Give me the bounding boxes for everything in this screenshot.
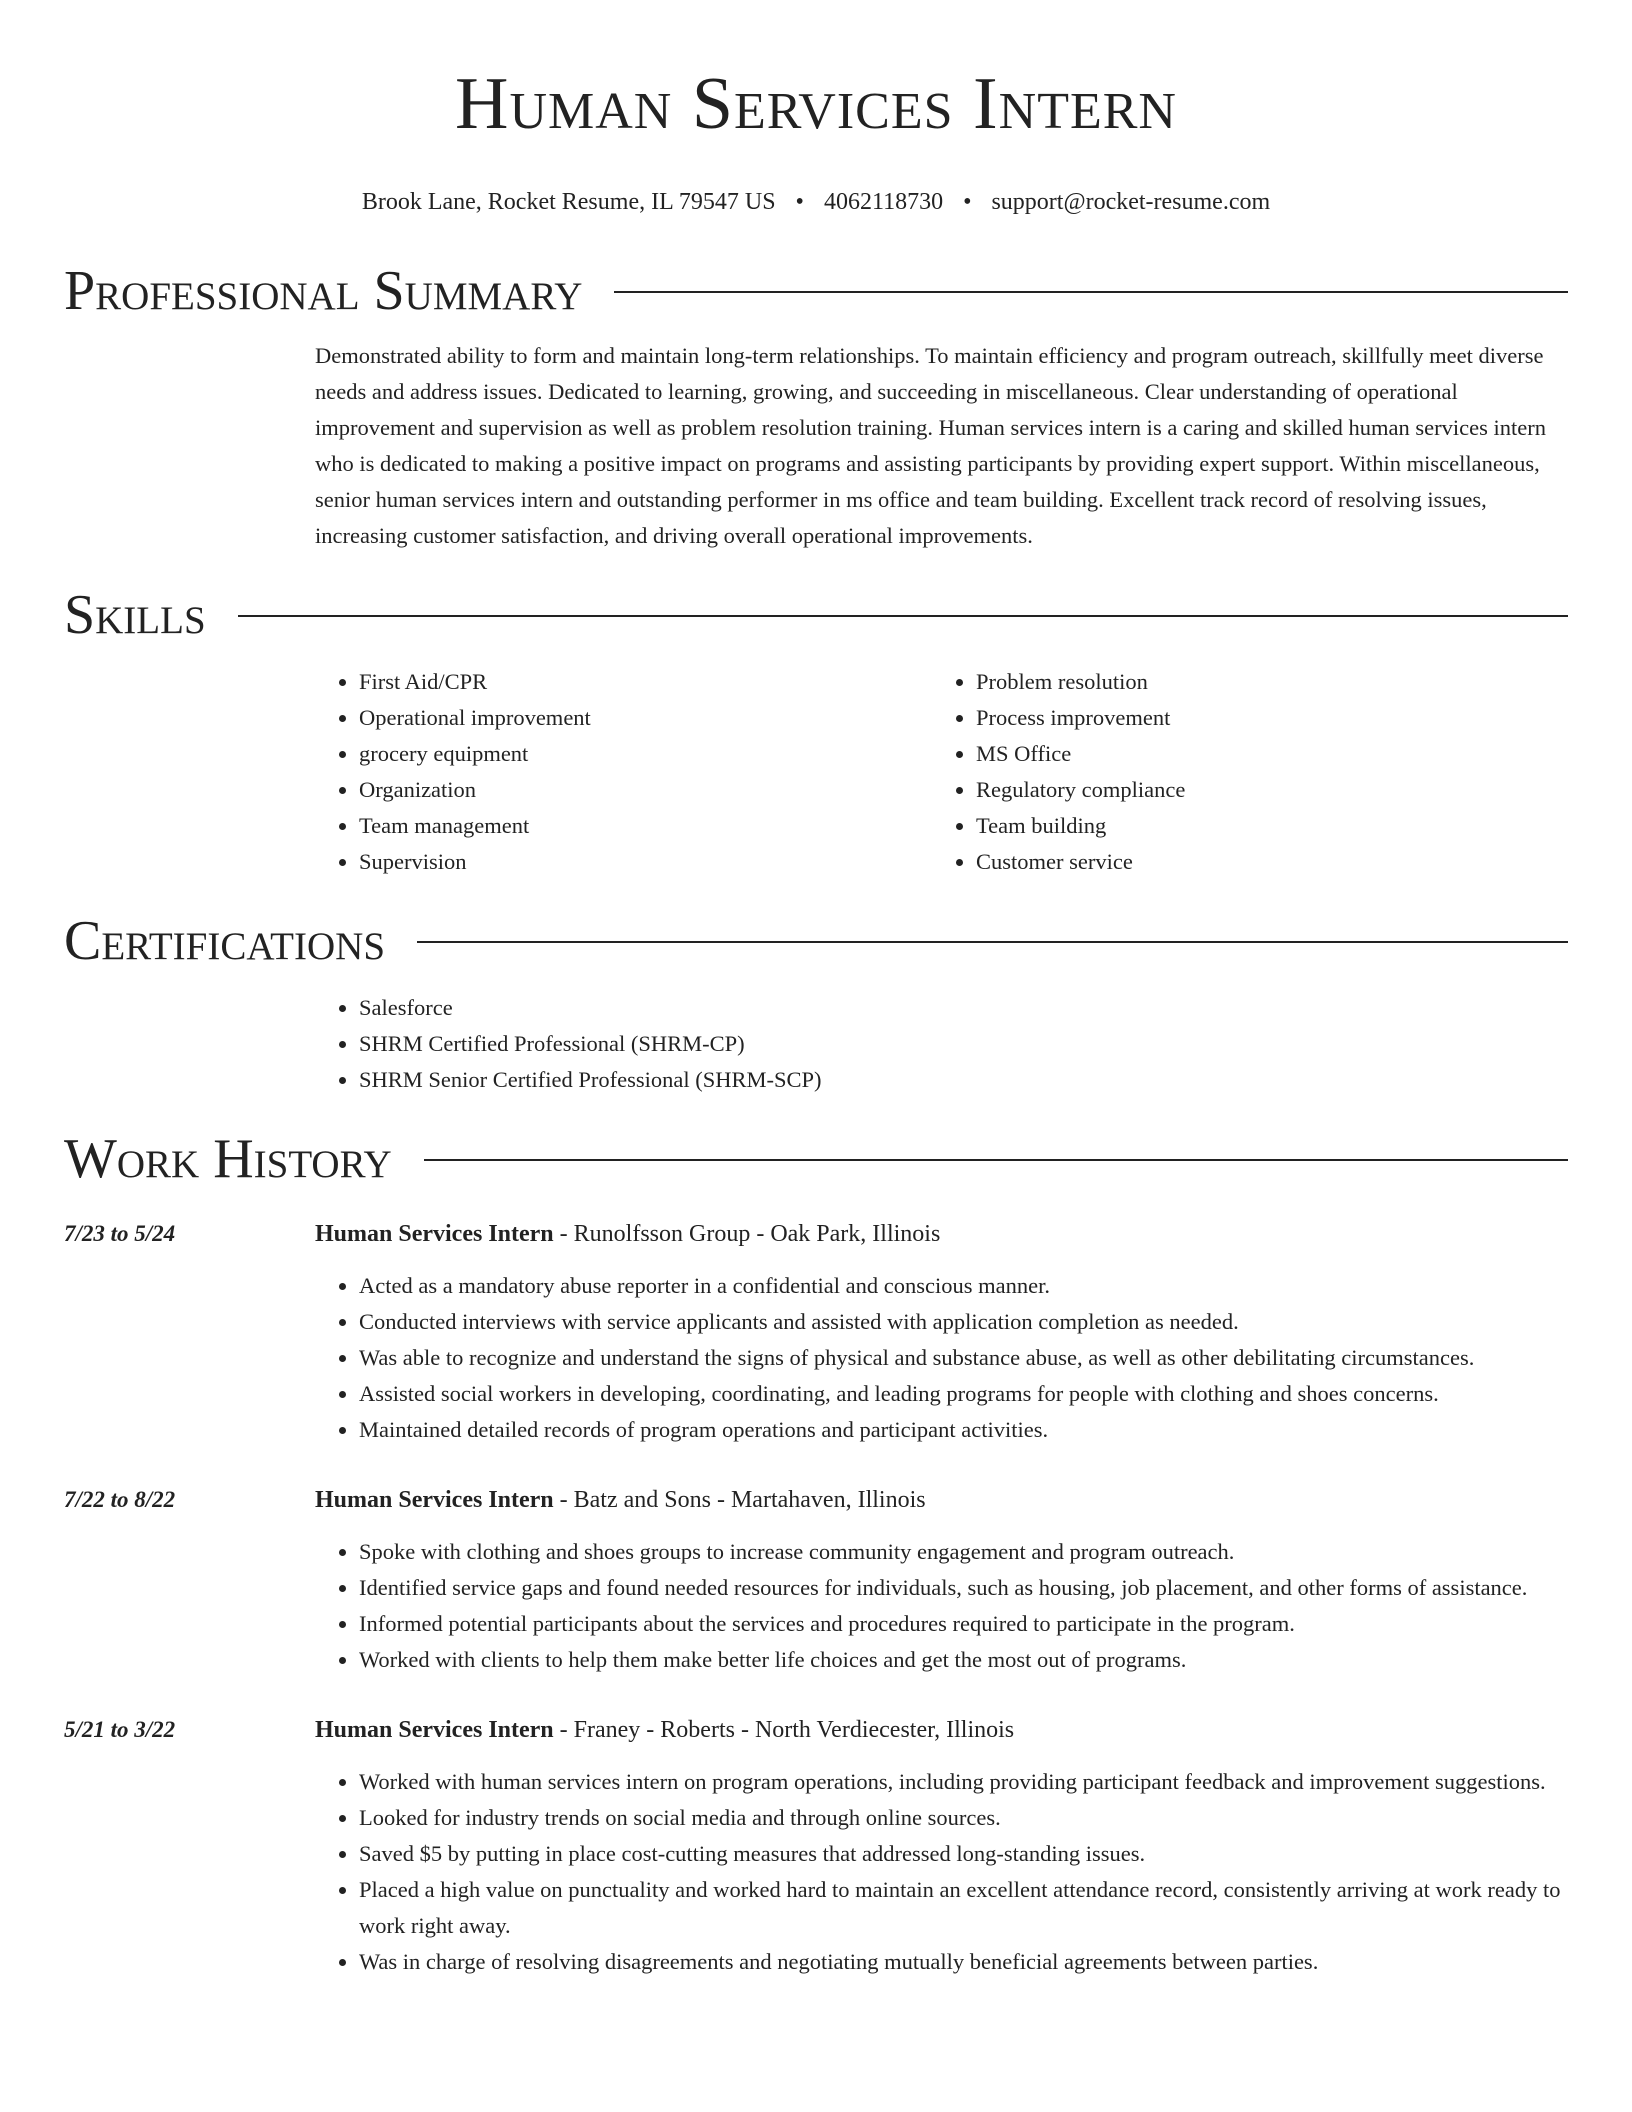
job-dates: 5/21 to 3/22 <box>64 1717 176 1742</box>
certification-item: • SHRM Certified Professional (SHRM-CP) <box>359 1026 1568 1062</box>
job-bullet: • Conducted interviews with service applicants and assisted with application completion as needed. <box>359 1304 1568 1340</box>
skill-item: • Organization <box>359 772 932 808</box>
skill-item: • Supervision <box>359 844 932 880</box>
contact-separator: • <box>963 189 972 215</box>
job-details: - Franey - Roberts - North Verdiecester, Illinois <box>553 1717 1015 1743</box>
contact-line <box>64 186 1568 218</box>
skill-item: • MS Office <box>976 736 1549 772</box>
job-entry <box>64 1482 1568 1678</box>
skill-item: • Team management <box>359 808 932 844</box>
candidate-name: Human Services Intern <box>455 63 1177 145</box>
resume-page <box>64 0 1568 1980</box>
job-role: Human Services Intern <box>315 1221 554 1247</box>
contact-email: support@rocket-resume.com <box>991 189 1271 215</box>
certification-item: • SHRM Senior Certified Professional (SHRM-SCP) <box>359 1062 1568 1098</box>
work-section-title: Work History <box>64 1128 392 1190</box>
job-bullet: • Worked with human services intern on program operations, including providing participant feedback and improvement suggestions. <box>359 1764 1568 1800</box>
job-bullet: • Spoke with clothing and shoes groups to increase community engagement and program outreach. <box>359 1534 1568 1570</box>
skill-item: • First Aid/CPR <box>359 664 932 700</box>
job-main <box>315 1482 1568 1678</box>
job-title-line <box>315 1216 1568 1252</box>
skill-item: • Operational improvement <box>359 700 932 736</box>
certifications-section <box>315 990 1568 1098</box>
job-details: - Batz and Sons - Martahaven, Illinois <box>553 1487 926 1513</box>
certifications-section-header <box>64 906 1568 976</box>
job-role: Human Services Intern <box>315 1717 554 1743</box>
section-divider <box>238 615 1568 617</box>
job-bullet: • Placed a high value on punctuality and worked hard to maintain an excellent attendance record, consistently arriving at work ready to work right away. <box>359 1872 1568 1944</box>
section-divider <box>417 941 1568 943</box>
certifications-section-title: Certifications <box>64 910 386 972</box>
skill-item: • Process improvement <box>976 700 1549 736</box>
skill-item: • grocery equipment <box>359 736 932 772</box>
job-main <box>315 1712 1568 1980</box>
contact-address: Brook Lane, Rocket Resume, IL 79547 US <box>361 189 776 215</box>
job-bullet: • Was able to recognize and understand the signs of physical and substance abuse, as well as other debilitating circumstances. <box>359 1340 1568 1376</box>
skill-item: • Regulatory compliance <box>976 772 1549 808</box>
certification-item: • Salesforce <box>359 990 1568 1026</box>
skills-section-title: Skills <box>64 584 206 646</box>
job-bullet: • Maintained detailed records of program operations and participant activities. <box>359 1412 1568 1448</box>
skills-section <box>315 664 1568 880</box>
skill-item: • Customer service <box>976 844 1549 880</box>
section-divider <box>424 1159 1568 1161</box>
job-bullet: • Identified service gaps and found needed resources for individuals, such as housing, job placement, and other forms of assistance. <box>359 1570 1568 1606</box>
job-dates: 7/22 to 8/22 <box>64 1487 176 1512</box>
summary-section <box>315 338 1568 554</box>
skill-item: • Team building <box>976 808 1549 844</box>
skills-column-right <box>932 664 1549 880</box>
job-entry <box>64 1216 1568 1448</box>
job-bullet: • Saved $5 by putting in place cost-cutting measures that addressed long-standing issues. <box>359 1836 1568 1872</box>
job-role: Human Services Intern <box>315 1487 554 1513</box>
skills-column-left <box>315 664 932 880</box>
job-bullet: • Worked with clients to help them make better life choices and get the most out of programs. <box>359 1642 1568 1678</box>
job-main <box>315 1216 1568 1448</box>
summary-section-title: Professional Summary <box>64 260 583 322</box>
job-entry <box>64 1712 1568 1980</box>
work-section-header <box>64 1124 1568 1194</box>
job-bullet: • Acted as a mandatory abuse reporter in a confidential and conscious manner. <box>359 1268 1568 1304</box>
section-divider <box>614 291 1568 293</box>
contact-separator: • <box>795 189 804 215</box>
skill-item: • Problem resolution <box>976 664 1549 700</box>
job-title-line <box>315 1712 1568 1748</box>
job-bullet: • Assisted social workers in developing, coordinating, and leading programs for people with clothing and shoes concerns. <box>359 1376 1568 1412</box>
job-bullet: • Informed potential participants about the services and procedures required to participate in the program. <box>359 1606 1568 1642</box>
summary-text: Demonstrated ability to form and maintain long-term relationships. To maintain efficiency and program outreach, skillfully meet diverse needs and address issues. Dedicated to learning, growing, and succeeding in miscellaneous. Clear understanding of operational improvement and supervision as well as problem resolution training. Human services intern is a caring and skilled human services intern who is dedicated to making a positive impact on programs and assisting participants by providing expert support. Within miscellaneous, senior human services intern and outstanding performer in ms office and team building. Excellent track record of resolving issues, increasing customer satisfaction, and driving overall operational improvements. <box>315 343 1546 548</box>
contact-phone: 4062118730 <box>823 189 944 215</box>
job-bullet: • Was in charge of resolving disagreements and negotiating mutually beneficial agreements between parties. <box>359 1944 1568 1980</box>
job-title-line <box>315 1482 1568 1518</box>
summary-section-header <box>64 256 1568 326</box>
job-details: - Runolfsson Group - Oak Park, Illinois <box>553 1221 941 1247</box>
skills-grid <box>315 664 1568 880</box>
job-bullet: • Looked for industry trends on social media and through online sources. <box>359 1800 1568 1836</box>
skills-section-header <box>64 580 1568 650</box>
job-dates: 7/23 to 5/24 <box>64 1221 176 1246</box>
